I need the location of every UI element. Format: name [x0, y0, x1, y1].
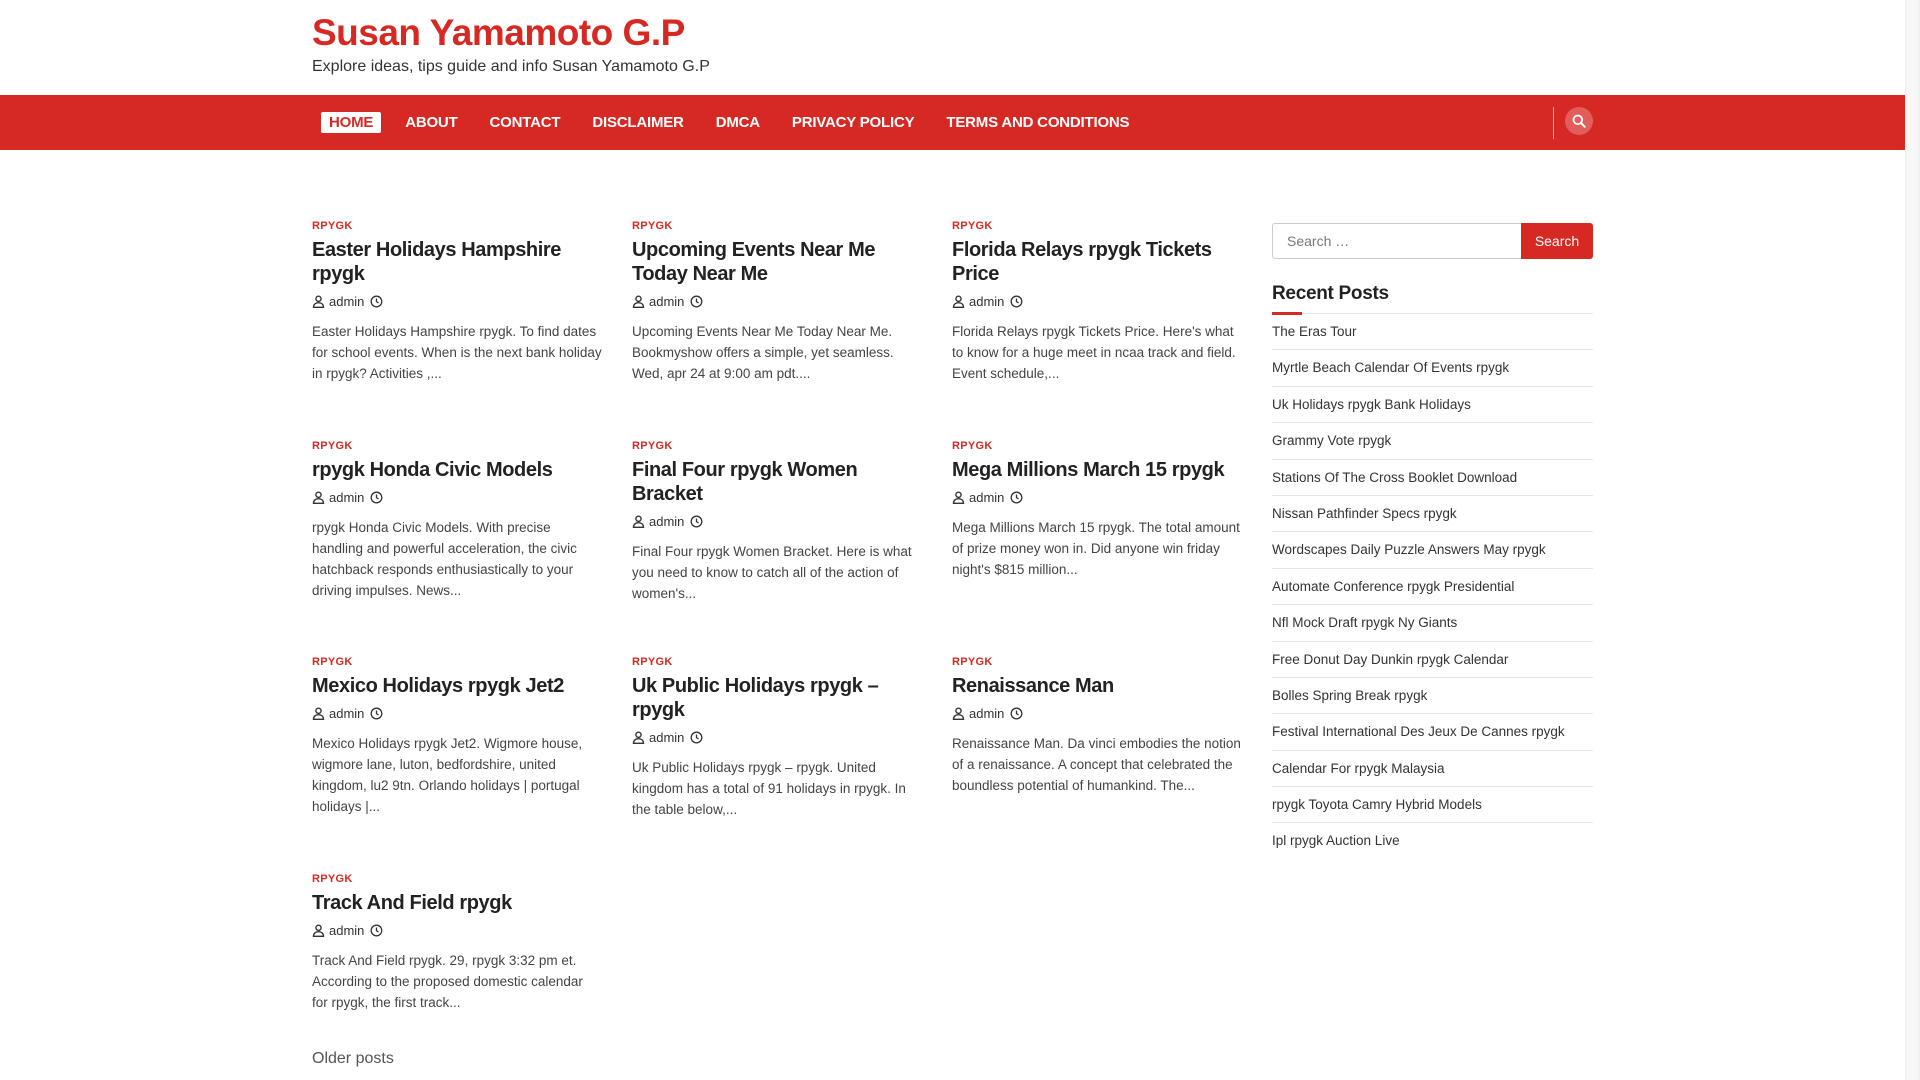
clock-icon [1010, 295, 1023, 308]
post-excerpt: Renaissance Man. Da vinci embodies the notion of a renaissance. A concept that celebrated the boundless potential of humankind. The... [952, 736, 1241, 793]
recent-post-link[interactable]: Nfl Mock Draft rpygk Ny Giants [1272, 605, 1593, 641]
post-card [632, 440, 922, 604]
post-card [312, 440, 602, 601]
nav-item-disclaimer[interactable]: DISCLAIMER [592, 114, 684, 131]
author-icon [952, 295, 965, 308]
author-icon [632, 295, 645, 308]
post-author-name: admin [329, 923, 365, 938]
author-icon [312, 924, 325, 937]
recent-post-link[interactable]: Ipl rpygk Auction Live [1272, 833, 1400, 849]
post-excerpt: Uk Public Holidays rpygk – rpygk. United kingdom has a total of 91 holidays in rpygk. In the table below,... [632, 760, 906, 817]
site-title[interactable]: Susan Yamamoto G.P [312, 12, 685, 53]
author-icon [312, 707, 325, 720]
post-card [312, 656, 602, 817]
nav-divider [1553, 107, 1554, 139]
clock-icon [370, 924, 383, 937]
nav-item-home[interactable]: HOME [321, 112, 381, 133]
post-author-name: admin [649, 294, 685, 309]
post-card [952, 440, 1242, 580]
post-excerpt: Easter Holidays Hampshire rpygk. To find dates for school events. When is the next bank holiday in rpygk? Activities ,... [312, 324, 602, 381]
author-icon [312, 295, 325, 308]
post-category[interactable]: RPYGK [312, 656, 353, 668]
post-category[interactable]: RPYGK [632, 656, 673, 668]
sidebar [1272, 223, 1593, 860]
post-card [952, 220, 1242, 384]
nav-item-privacy-policy[interactable]: PRIVACY POLICY [791, 114, 915, 131]
post-title[interactable]: Uk Public Holidays rpygk – rpygk [632, 675, 879, 721]
post-title[interactable]: Renaissance Man [952, 675, 1114, 697]
post-author[interactable] [312, 294, 364, 309]
recent-post-link[interactable]: Stations Of The Cross Booklet Download [1272, 460, 1593, 496]
post-card [632, 220, 922, 384]
post-title[interactable]: Mexico Holidays rpygk Jet2 [312, 675, 564, 697]
post-author-name: admin [329, 490, 365, 505]
site-description: Explore ideas, tips guide and info Susan Yamamoto G.P [312, 58, 710, 75]
clock-icon [690, 515, 703, 528]
post-card [632, 656, 922, 820]
post-category[interactable]: RPYGK [312, 220, 353, 232]
sidebar-search-form [1272, 223, 1593, 259]
site-header [0, 0, 1920, 95]
recent-posts-list [1272, 314, 1593, 860]
sidebar-search-input[interactable] [1272, 223, 1521, 259]
scrollbar-thumb[interactable] [1907, 0, 1918, 1080]
post-meta [312, 294, 602, 309]
post-author[interactable] [312, 706, 364, 721]
post-card [952, 656, 1242, 796]
post-title[interactable]: Upcoming Events Near Me Today Near Me [632, 239, 876, 285]
recent-posts-title: Recent Posts [1272, 283, 1389, 304]
recent-post-link[interactable]: Bolles Spring Break rpygk [1272, 678, 1593, 714]
clock-icon [1010, 707, 1023, 720]
post-author[interactable] [632, 294, 684, 309]
post-meta [952, 294, 1242, 309]
post-meta [632, 294, 922, 309]
author-icon [952, 491, 965, 504]
recent-post-link[interactable]: Automate Conference rpygk Presidential [1272, 569, 1593, 605]
post-excerpt: Mega Millions March 15 rpygk. The total amount of prize money won in. Did anyone win friday night's $815 million... [952, 520, 1240, 577]
post-meta [312, 490, 602, 505]
main-navigation [0, 95, 1905, 150]
post-card [312, 220, 602, 384]
post-author[interactable] [312, 490, 364, 505]
post-author-name: admin [649, 514, 685, 529]
post-author[interactable] [632, 514, 684, 529]
post-author-name: admin [329, 294, 365, 309]
post-meta [952, 706, 1242, 721]
nav-item-terms-and-conditions[interactable]: TERMS AND CONDITIONS [946, 114, 1130, 131]
post-title[interactable]: Easter Holidays Hampshire rpygk [312, 239, 561, 285]
nav-item-dmca[interactable]: DMCA [715, 114, 760, 131]
page-scrollbar[interactable] [1905, 0, 1920, 1080]
post-author-name: admin [329, 706, 365, 721]
search-icon [1572, 114, 1586, 128]
recent-post-link[interactable]: Nissan Pathfinder Specs rpygk [1272, 496, 1593, 532]
post-meta [632, 730, 922, 745]
post-category[interactable]: RPYGK [952, 656, 993, 668]
author-icon [632, 731, 645, 744]
post-author[interactable] [312, 923, 364, 938]
post-title[interactable]: Final Four rpygk Women Bracket [632, 459, 858, 505]
post-excerpt: Florida Relays rpygk Tickets Price. Here's what to know for a huge meet in ncaa track and field. Event schedule,... [952, 324, 1236, 381]
recent-post-link[interactable]: Festival International Des Jeux De Cannes rpygk [1272, 714, 1593, 750]
post-meta [312, 923, 602, 938]
nav-item-contact[interactable]: CONTACT [489, 114, 561, 131]
recent-post-link[interactable]: Grammy Vote rpygk [1272, 423, 1593, 459]
older-posts-link[interactable]: Older posts [312, 1050, 394, 1067]
widget-title-underline [1272, 313, 1593, 314]
recent-post-link[interactable]: Wordscapes Daily Puzzle Answers May rpygk [1272, 532, 1593, 568]
post-excerpt: Track And Field rpygk. 29, rpygk 3:32 pm et. According to the proposed domestic calendar for rpygk, the first track... [312, 953, 583, 1010]
recent-post-link[interactable]: Myrtle Beach Calendar Of Events rpygk [1272, 350, 1593, 386]
clock-icon [370, 295, 383, 308]
clock-icon [690, 295, 703, 308]
post-excerpt: Mexico Holidays rpygk Jet2. Wigmore house, wigmore lane, luton, bedfordshire, united kingdom, lu2 9tn. Orlando holidays | portugal holidays |... [312, 736, 583, 814]
nav-menu [321, 112, 1153, 133]
post-category[interactable]: RPYGK [632, 440, 673, 452]
post-meta [632, 514, 922, 529]
post-category[interactable]: RPYGK [952, 220, 993, 232]
nav-item-about[interactable]: ABOUT [405, 114, 458, 131]
post-author-name: admin [969, 490, 1005, 505]
clock-icon [370, 707, 383, 720]
clock-icon [1010, 491, 1023, 504]
author-icon [952, 707, 965, 720]
post-author[interactable] [952, 706, 1004, 721]
post-category[interactable]: RPYGK [632, 220, 673, 232]
post-author[interactable] [632, 730, 684, 745]
recent-post-link[interactable]: Calendar For rpygk Malaysia [1272, 751, 1593, 787]
clock-icon [370, 491, 383, 504]
post-author-name: admin [649, 730, 685, 745]
post-excerpt: Final Four rpygk Women Bracket. Here is what you need to know to catch all of the action of women's... [632, 544, 912, 601]
recent-post-link[interactable]: Free Donut Day Dunkin rpygk Calendar [1272, 642, 1593, 678]
author-icon [312, 491, 325, 504]
post-title[interactable]: Florida Relays rpygk Tickets Price [952, 239, 1212, 285]
post-excerpt: Upcoming Events Near Me Today Near Me. Bookmyshow offers a simple, yet seamless. Wed, apr 24 at 9:00 am pdt.... [632, 324, 894, 381]
post-author-name: admin [969, 294, 1005, 309]
post-author-name: admin [969, 706, 1005, 721]
nav-search-button[interactable] [1565, 107, 1593, 135]
recent-post-link[interactable]: The Eras Tour [1272, 314, 1593, 350]
post-author[interactable] [952, 490, 1004, 505]
recent-post-link[interactable]: rpygk Toyota Camry Hybrid Models [1272, 787, 1593, 823]
post-title[interactable]: Track And Field rpygk [312, 892, 512, 914]
post-title[interactable]: rpygk Honda Civic Models [312, 459, 553, 481]
post-category[interactable]: RPYGK [952, 440, 993, 452]
post-author[interactable] [952, 294, 1004, 309]
recent-post-link[interactable]: Uk Holidays rpygk Bank Holidays [1272, 387, 1593, 423]
post-meta [952, 490, 1242, 505]
post-excerpt: rpygk Honda Civic Models. With precise handling and powerful acceleration, the civic hatchback responds enthusiastically to your driving impulses. News... [312, 520, 577, 598]
sidebar-search-button[interactable]: Search [1521, 223, 1593, 259]
post-meta [312, 706, 602, 721]
post-category[interactable]: RPYGK [312, 440, 353, 452]
clock-icon [690, 731, 703, 744]
author-icon [632, 515, 645, 528]
post-title[interactable]: Mega Millions March 15 rpygk [952, 459, 1225, 481]
post-card [312, 873, 602, 1013]
post-category[interactable]: RPYGK [312, 873, 353, 885]
